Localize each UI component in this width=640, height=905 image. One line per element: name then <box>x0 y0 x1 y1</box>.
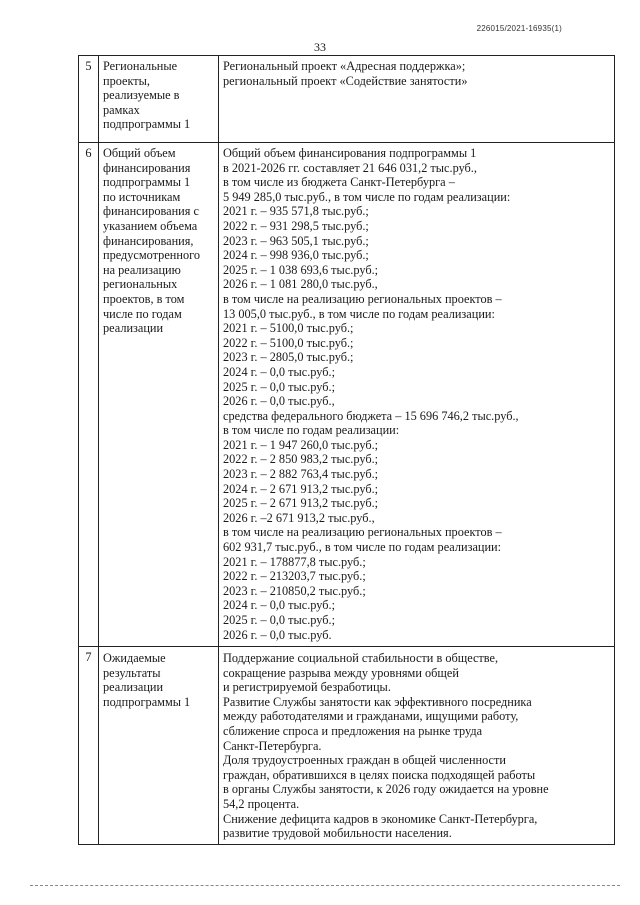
row-content-line: 2022 г. – 931 298,5 тыс.руб.; <box>223 218 369 233</box>
table-row <box>79 647 615 845</box>
document-number: 226015/2021-16935(1) <box>476 24 562 33</box>
row-label-line: числе по годам <box>103 306 182 321</box>
row-label-line: указанием объема <box>103 218 198 233</box>
row-label-line: по источникам <box>103 189 181 204</box>
row-content-line: между работодателями и гражданами, ищущими работу, <box>223 709 519 724</box>
row-label-line: реализации <box>103 680 164 695</box>
row-label-line: подпрограммы 1 <box>103 175 191 190</box>
row-label-line: Ожидаемые <box>103 651 166 665</box>
row-content-line: 2022 г. – 213203,7 тыс.руб.; <box>223 569 366 584</box>
row-label-line: Региональные <box>103 59 178 73</box>
row-content-line: 2023 г. – 210850,2 тыс.руб.; <box>223 583 366 598</box>
row-content-line: 2021 г. – 1 947 260,0 тыс.руб.; <box>223 437 379 452</box>
row-content-line: 2022 г. – 5100,0 тыс.руб.; <box>223 335 354 350</box>
row-content-line: 5 949 285,0 тыс.руб., в том числе по годам реализации: <box>223 189 511 204</box>
row-label-line: рамках <box>103 102 140 117</box>
row-content-line: 2023 г. – 963 505,1 тыс.руб.; <box>223 233 369 248</box>
row-content-line: Снижение дефицита кадров в экономике Санкт-Петербурга, <box>223 811 538 826</box>
row-label-line: финансирования, <box>103 233 194 248</box>
row-content <box>219 56 615 143</box>
row-content-line: граждан, обратившихся в целях поиска подходящей работы <box>223 767 536 782</box>
row-label-line: региональных <box>103 277 178 292</box>
row-label-line: проекты, <box>103 73 151 88</box>
row-content-line: Поддержание социальной стабильности в обществе, <box>223 651 499 665</box>
row-label-line: финансирования <box>103 160 191 175</box>
row-content-line: сокращение разрыва между уровнями общей <box>223 665 459 680</box>
row-content-line: 2026 г. –2 671 913,2 тыс.руб., <box>223 510 375 525</box>
row-content-line: 2025 г. – 0,0 тыс.руб.; <box>223 379 336 394</box>
row-label-line: подпрограммы 1 <box>103 117 191 132</box>
row-content-line: 2024 г. – 0,0 тыс.руб.; <box>223 598 336 613</box>
row-label-line: финансирования с <box>103 204 199 219</box>
row-content-line: 13 005,0 тыс.руб., в том числе по годам реализации: <box>223 306 495 321</box>
row-content-line: 602 931,7 тыс.руб., в том числе по годам реализации: <box>223 540 502 555</box>
row-content-line: Региональный проект «Адресная поддержка»; <box>223 59 466 73</box>
row-content-line: 2021 г. – 935 571,8 тыс.руб.; <box>223 204 369 219</box>
row-content-line: в том числе на реализацию региональных проектов – <box>223 525 502 540</box>
row-content-line: 2023 г. – 2805,0 тыс.руб.; <box>223 350 354 365</box>
row-label-line: Общий объем <box>103 146 176 160</box>
row-content-line: 2021 г. – 178877,8 тыс.руб.; <box>223 554 366 569</box>
row-content-line: Общий объем финансирования подпрограммы 1 <box>223 146 477 160</box>
row-content-line: 2026 г. – 0,0 тыс.руб., <box>223 394 335 409</box>
row-content-line: 2024 г. – 2 671 913,2 тыс.руб.; <box>223 481 379 496</box>
row-content-line: 54,2 процента. <box>223 796 300 811</box>
row-content-line: Доля трудоустроенных граждан в общей численности <box>223 753 506 768</box>
row-content-line: развитие трудовой мобильности населения. <box>223 826 452 841</box>
table-row <box>79 56 615 143</box>
page-number: 33 <box>314 40 326 54</box>
row-content-line: 2024 г. – 0,0 тыс.руб.; <box>223 364 336 379</box>
row-number: 7 <box>79 647 99 845</box>
row-content <box>219 647 615 845</box>
row-label-line: проектов, в том <box>103 291 185 306</box>
row-label-line: на реализацию <box>103 262 181 277</box>
bottom-scan-line <box>30 885 620 886</box>
row-label-line: реализуемые в <box>103 88 180 103</box>
row-label <box>99 56 219 143</box>
row-number: 5 <box>79 56 99 143</box>
row-content-line: в том числе на реализацию региональных проектов – <box>223 291 502 306</box>
row-content-line: 2024 г. – 998 936,0 тыс.руб.; <box>223 248 369 263</box>
row-content-line: региональный проект «Содействие занятости» <box>223 73 468 88</box>
row-content-line: 2023 г. – 2 882 763,4 тыс.руб.; <box>223 467 379 482</box>
row-label <box>99 647 219 845</box>
row-content <box>219 143 615 647</box>
row-content-line: и регистрируемой безработицы. <box>223 680 391 695</box>
row-label-line: результаты <box>103 665 161 680</box>
row-label-line: реализации <box>103 321 164 336</box>
row-content-line: в том числе по годам реализации: <box>223 423 400 438</box>
row-label-line: предусмотренного <box>103 248 200 263</box>
row-number: 6 <box>79 143 99 647</box>
row-content-line: 2021 г. – 5100,0 тыс.руб.; <box>223 321 354 336</box>
passport-table <box>78 55 615 845</box>
row-content-line: 2025 г. – 0,0 тыс.руб.; <box>223 613 336 627</box>
row-content-line: 2022 г. – 2 850 983,2 тыс.руб.; <box>223 452 379 467</box>
table-row <box>79 143 615 647</box>
row-content-line: 2026 г. – 1 081 280,0 тыс.руб., <box>223 277 378 292</box>
row-content-line: в 2021-2026 гг. составляет 21 646 031,2 тыс.руб., <box>223 160 477 175</box>
row-label-line: подпрограммы 1 <box>103 694 191 709</box>
row-content-line: сближение спроса и предложения на рынке труда <box>223 723 483 738</box>
row-content-line: Развитие Службы занятости как эффективного посредника <box>223 694 532 709</box>
row-content-line: 2025 г. – 2 671 913,2 тыс.руб.; <box>223 496 379 511</box>
row-content-line: в органы Службы занятости, к 2026 году ожидается на уровне <box>223 782 549 797</box>
row-content-line: в том числе из бюджета Санкт-Петербурга – <box>223 175 455 190</box>
row-content-line: 2025 г. – 1 038 693,6 тыс.руб.; <box>223 262 379 277</box>
row-content-line: средства федерального бюджета – 15 696 746,2 тыс.руб., <box>223 408 519 423</box>
row-content-line: Санкт-Петербурга. <box>223 738 322 753</box>
row-content-line: 2026 г. – 0,0 тыс.руб. <box>223 627 332 642</box>
row-label <box>99 143 219 647</box>
